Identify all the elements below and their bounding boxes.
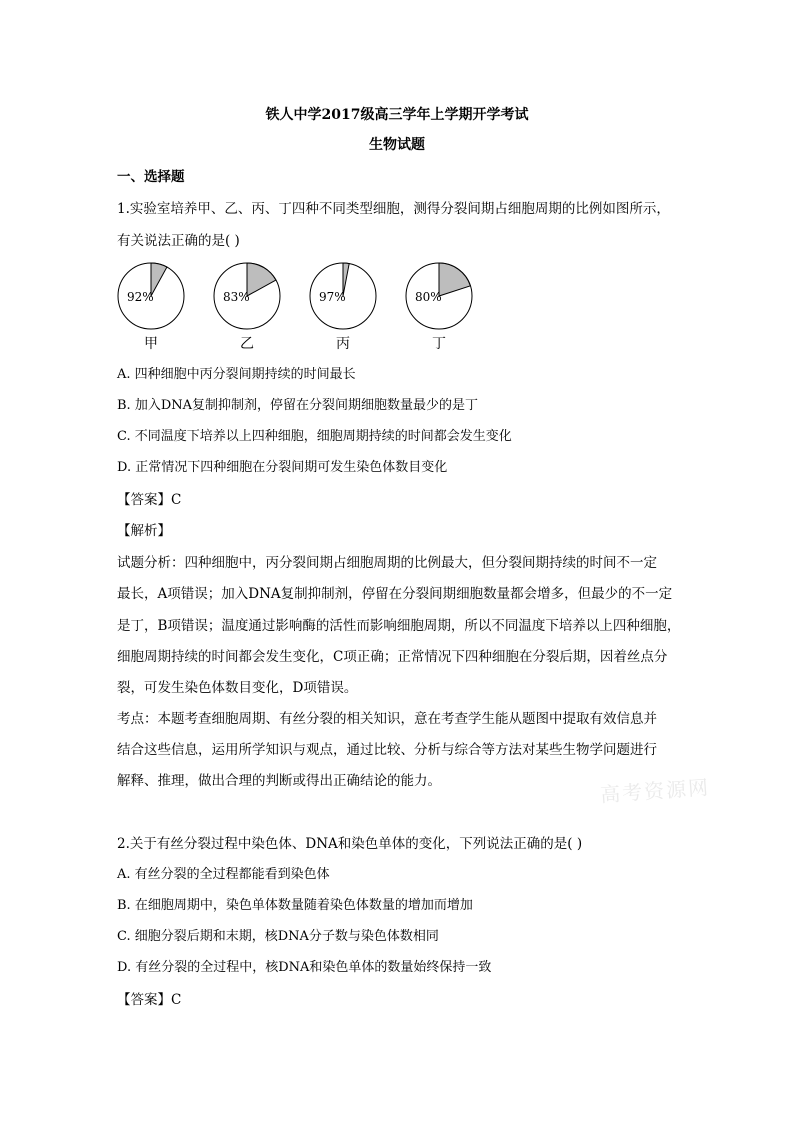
q1-analysis-line: 是丁，B项错误；温度通过影响酶的活性而影响细胞周期，所以不同温度下培养以上四种细胞， xyxy=(117,618,681,634)
q1-option-c: C. 不同温度下培养以上四种细胞，细胞周期持续的时间都会发生变化 xyxy=(117,429,512,444)
q2-stem: 2.关于有丝分裂过程中染色体、DNA和染色单体的变化，下列说法正确的是( ) xyxy=(117,836,583,852)
pie-percent-label: 97% xyxy=(319,290,346,304)
watermark: 高考资源网 xyxy=(599,775,711,807)
q1-stem-line1: 1.实验室培养甲、乙、丙、丁四种不同类型细胞，测得分裂间期占细胞周期的比例如图所示， xyxy=(117,201,670,217)
q1-kaodian-line: 结合这些信息，运用所学知识与观点，通过比较、分析与综合等方法对某些生物学问题进行 xyxy=(117,742,657,758)
exam-title: 铁人中学2017级高三学年上学期开学考试 xyxy=(265,107,529,123)
pie-cell-label: 甲 xyxy=(144,336,158,352)
q1-kaodian-line: 解释、推理，做出合理的判断或得出正确结论的能力。 xyxy=(117,773,441,789)
q1-analysis-line: 最长，A项错误；加入DNA复制抑制剂，停留在分裂间期细胞数量都会增多，但最少的不一定 xyxy=(117,586,673,602)
pie-percent-label: 92% xyxy=(127,290,154,304)
q2-option-a: A. 有丝分裂的全过程都能看到染色体 xyxy=(117,867,330,882)
pie-charts xyxy=(110,258,490,353)
q1-option-a: A. 四种细胞中丙分裂间期持续的时间最长 xyxy=(117,367,356,382)
pie-cell-label: 乙 xyxy=(240,336,254,352)
q1-kaodian-line: 考点：本题考查细胞周期、有丝分裂的相关知识，意在考查学生能从题图中提取有效信息并 xyxy=(117,711,657,727)
pie-chart-svg xyxy=(110,258,490,353)
q2-option-d: D. 有丝分裂的全过程中，核DNA和染色单体的数量始终保持一致 xyxy=(117,960,492,975)
section-heading: 一、选择题 xyxy=(117,169,185,185)
q2-option-b: B. 在细胞周期中，染色单体数量随着染色体数量的增加而增加 xyxy=(117,898,473,913)
pie-cell-label: 丙 xyxy=(336,336,350,352)
q1-analysis-label: 【解析】 xyxy=(117,523,171,539)
q1-analysis-line: 裂，可发生染色体数目变化，D项错误。 xyxy=(117,680,358,696)
q1-option-d: D. 正常情况下四种细胞在分裂间期可发生染色体数目变化 xyxy=(117,460,448,475)
q1-analysis-line: 试题分析：四种细胞中，丙分裂间期占细胞周期的比例最大，但分裂间期持续的时间不一定 xyxy=(117,555,657,571)
pie-percent-label: 80% xyxy=(415,290,442,304)
q2-option-c: C. 细胞分裂后期和末期，核DNA分子数与染色体数相同 xyxy=(117,929,439,944)
pie-cell-label: 丁 xyxy=(432,336,446,352)
q1-option-b: B. 加入DNA复制抑制剂，停留在分裂间期细胞数量最少的是丁 xyxy=(117,398,479,413)
pie-percent-label: 83% xyxy=(223,290,250,304)
exam-subtitle: 生物试题 xyxy=(369,137,425,153)
q2-answer: 【答案】C xyxy=(117,992,182,1008)
q1-answer: 【答案】C xyxy=(117,492,182,508)
q1-stem-line2: 有关说法正确的是( ) xyxy=(117,233,240,249)
q1-analysis-line: 细胞周期持续的时间都会发生变化，C项正确；正常情况下四种细胞在分裂后期，因着丝点分 xyxy=(117,649,668,665)
